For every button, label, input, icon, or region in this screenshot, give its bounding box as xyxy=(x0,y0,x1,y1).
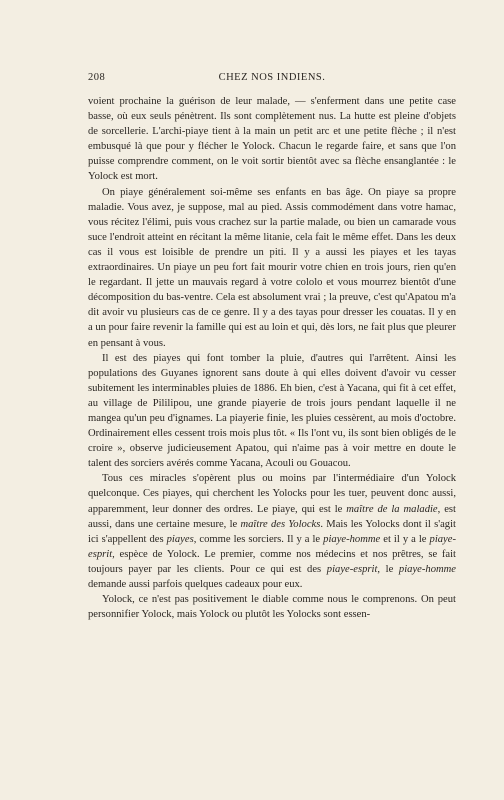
text-run: Il est des piayes qui font tomber la pluie, d'autres qui l'arrêtent. Ainsi les populations des Guyanes ignorent sans doute à qui elles doivent d'avoir vu cesser subitement les interminables pluies de 1886. Eh bien, c'est à Yacana, qui fit à cet effet, au village de Pililipou, une grande piayerie de trois jours pendant laquelle il ne mangea qu'un peu d'ignames. La piayerie finie, les pluies cessèrent, au mois d'octobre. Ordinairement elles cessent trois mois plus tôt. « Ils l'ont vu, ils sont bien obligés de le croire », observe judicieusement Apatou, qui n'aime pas à voir mettre en doute le talent des sorciers avérés comme Yacana, Acouli ou Gouacou. xyxy=(88,352,456,470)
text-run: On piaye généralement soi-même ses enfants en bas âge. On piaye sa propre maladie. Vous avez, je suppose, mal au pied. Assis commodément dans votre hamac, vous récitez l'élimi, puis vous crachez sur la partie malade, ou bien un camarade vous suce l'endroit atteint en récitant la même litanie, cela fait le même effet. Dans les deux cas il vous est loisible de prendre un piti. Il y a aussi les piayes et les tayas extraordinaires. Un piaye un peu fort fait mourir votre chien en trois jours, rien qu'en le regardant. Il jette un mauvais regard à votre cololo et vous mourrez bientôt d'une décomposition du bas-ventre. Cela est absolument vrai ; la preuve, c'est qu'Apatou m'a dit avoir vu plusieurs cas de ce genre. Il y a des tayas pour dresser les couatas. Il y en a un pour faire revenir la famille qui est au loin et qui, dès lors, ne fait plus que pleurer en pensant à vous. xyxy=(88,186,456,349)
italic-text: piaye-homme xyxy=(323,533,381,545)
text-run: Yolock, ce n'est pas positivement le diable comme nous le comprenons. On peut personnifier Yolock, mais Yolock ou plutôt les Yolocks sont essen- xyxy=(88,594,456,621)
body-text xyxy=(88,94,456,622)
text-run: , est aussi, dans une certaine mesure, le xyxy=(88,503,456,530)
text-run: . Mais les Yolocks dont il s'agit ici s'appellent des xyxy=(88,518,456,545)
paragraph xyxy=(88,471,456,592)
text-run: demande aussi parfois quelques cadeaux pour eux. xyxy=(88,579,303,590)
italic-text: piayes xyxy=(166,533,194,545)
italic-text: piaye-esprit xyxy=(326,563,378,575)
italic-text: piaye-homme xyxy=(398,563,456,575)
running-head: CHEZ NOS INDIENS. xyxy=(218,72,326,83)
text-run: , le xyxy=(377,563,399,575)
text-run: , comme les sorciers. Il y a le xyxy=(193,533,324,545)
text-run: , espèce de Yolock. Le premier, comme nos médecins et nos prêtres, se fait toujours payer par les clients. Pour ce qui est des xyxy=(88,548,456,575)
paragraph xyxy=(88,351,456,472)
page-number: 208 xyxy=(88,72,106,83)
italic-text: piaye-esprit xyxy=(88,533,456,560)
paragraph xyxy=(88,185,456,351)
page-header xyxy=(88,72,456,88)
italic-text: maître de la maladie xyxy=(346,503,438,515)
text-run: Tous ces miracles s'opèrent plus ou moins par l'intermédiaire d'un Yolock quelconque. Ces piayes, qui cherchent les Yolocks pour les tuer, peuvent donc aussi, apparemment, leur donner des ordres. Le piaye, qui est le xyxy=(88,473,456,515)
paragraph xyxy=(88,94,456,185)
text-run: voient prochaine la guérison de leur malade, — s'enferment dans une petite case basse, où eux seuls pénètrent. Ils sont complètement nus. La hutte est pleine d'objets de sorcellerie. L'archi-piaye tient à la main un petit arc et une petite flèche ; il n'est embusqué là que pour y flécher le Yolock. Chacun le regarde faire, et sans que l'on puisse comprendre comment, on le voit sortir bientôt avec sa flèche ensanglantée : le Yolock est mort. xyxy=(88,96,456,183)
paragraph xyxy=(88,592,456,622)
italic-text: maître des Yolocks xyxy=(240,518,321,530)
text-run: et il y a le xyxy=(380,533,430,545)
